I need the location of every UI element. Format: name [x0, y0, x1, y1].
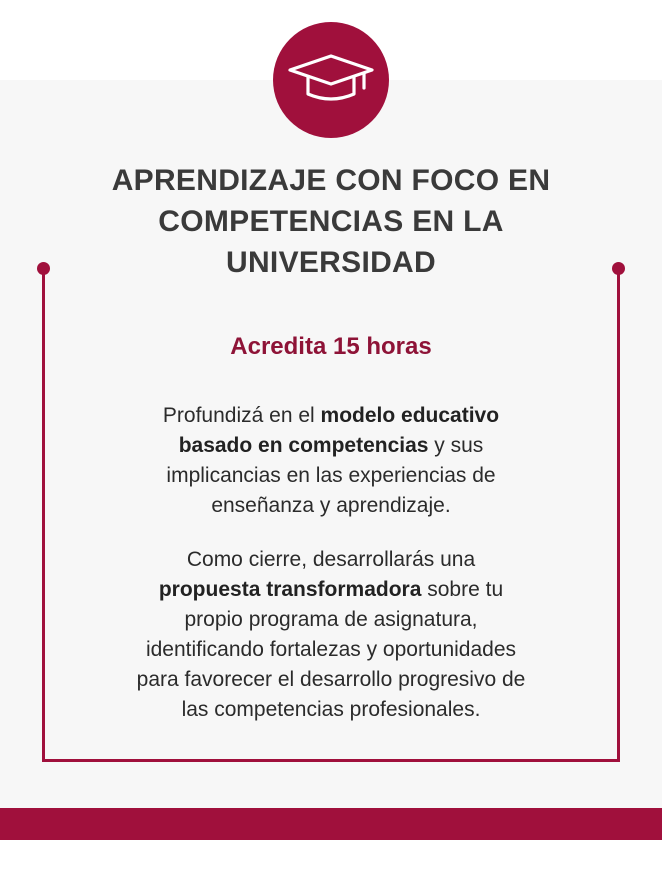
- text-span: Profundizá en el: [162, 404, 321, 427]
- credit-hours-subtitle: Acredita 15 horas: [230, 333, 432, 360]
- frame-line-right: [617, 268, 620, 762]
- paragraph-line: enseñanza y aprendizaje.: [211, 494, 451, 517]
- paragraph-line: implicancias en las experiencias de: [166, 464, 496, 487]
- page-title: [40, 160, 622, 283]
- text-span: y sus: [428, 434, 484, 457]
- frame-line-left: [42, 268, 45, 762]
- paragraph-line: [60, 401, 602, 431]
- bottom-accent-bar: [0, 808, 662, 840]
- graduation-cap-icon: [286, 50, 376, 110]
- title-line: APRENDIZAJE CON FOCO EN: [111, 164, 551, 197]
- text-span: sobre tu: [421, 578, 504, 601]
- paragraph-line: [60, 431, 602, 461]
- description-paragraph-1: [60, 401, 602, 521]
- paragraph-line: propio programa de asignatura,: [184, 608, 478, 631]
- bold-text: basado en competencias: [178, 434, 429, 457]
- paragraph-line: Como cierre, desarrollarás una: [186, 548, 476, 571]
- paragraph-line: las competencias profesionales.: [181, 698, 481, 721]
- icon-badge: [273, 22, 389, 138]
- frame-line-bottom: [42, 759, 620, 762]
- title-line: UNIVERSIDAD: [226, 246, 436, 279]
- paragraph-line: para favorecer el desarrollo progresivo de: [136, 668, 526, 691]
- paragraph-line: [60, 575, 602, 605]
- bold-text: modelo educativo: [320, 404, 500, 427]
- description-paragraph-2: [60, 545, 602, 725]
- bold-text: propuesta transformadora: [158, 578, 422, 601]
- title-line: COMPETENCIAS EN LA: [158, 205, 504, 238]
- paragraph-line: identificando fortalezas y oportunidades: [145, 638, 517, 661]
